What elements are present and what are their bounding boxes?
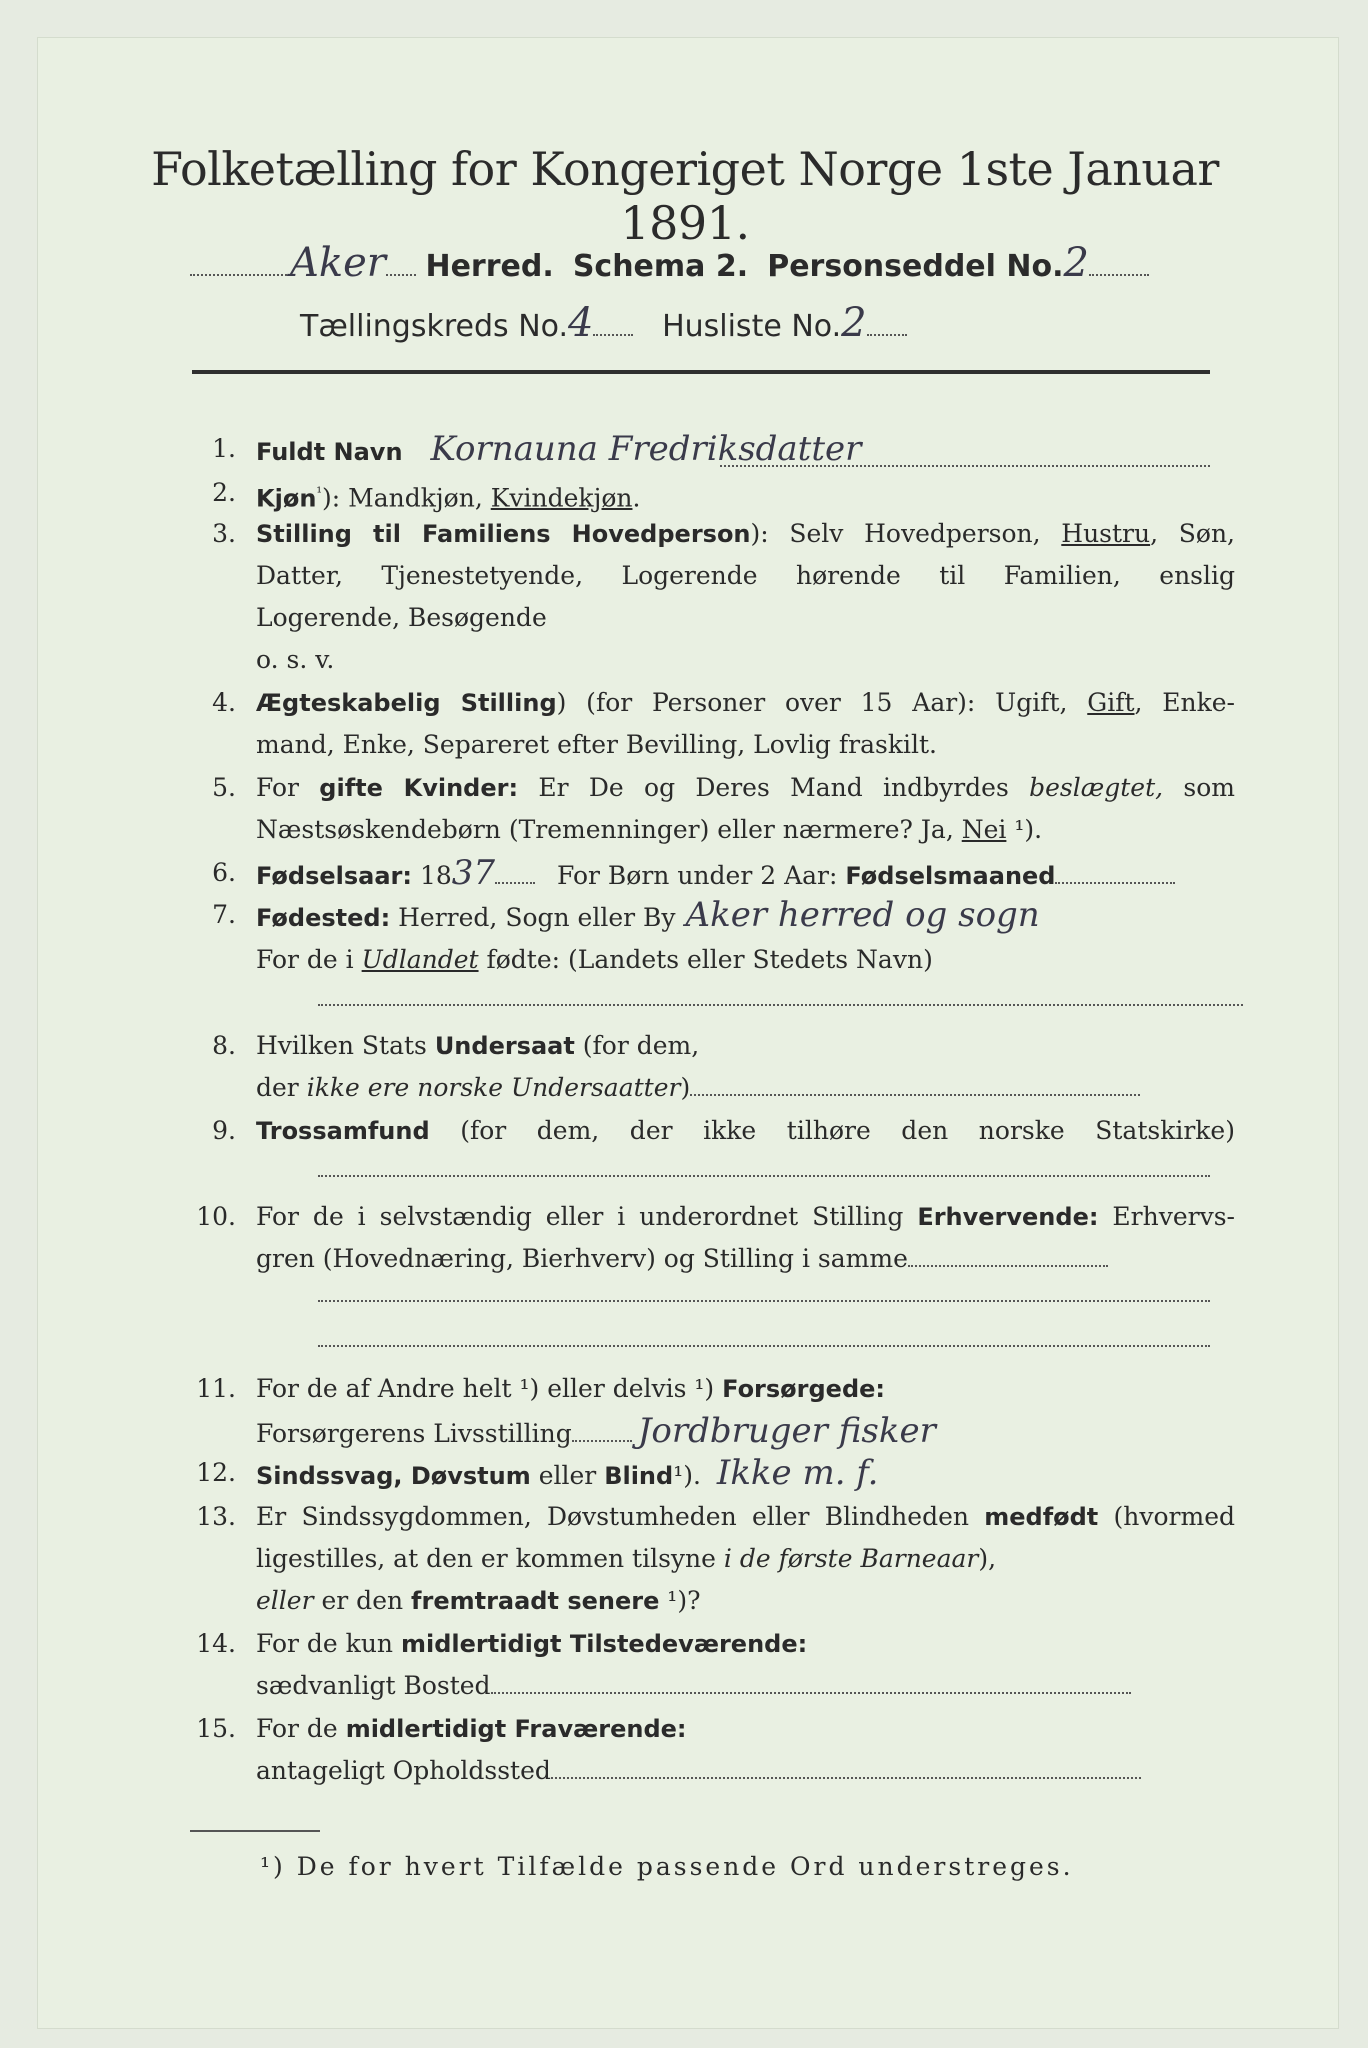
taellingskreds-label: Tællingskreds No. (300, 309, 568, 344)
herred-label: Herred. (425, 249, 554, 284)
personseddel-label: Personseddel No. (767, 249, 1064, 284)
form-title: Folketælling for Kongeriget Norge 1ste Januar 1891. (151, 142, 1219, 250)
footnote: ¹) De for hvert Tilfælde passende Ord understreges. (260, 1852, 1074, 1881)
taellingskreds-line (300, 300, 907, 346)
schema-label: Schema 2. (572, 249, 749, 284)
personseddel-no: 2 (1063, 240, 1089, 286)
husliste-no: 2 (841, 300, 867, 346)
kvindekjon-underlined: Kvindekjøn (490, 483, 633, 513)
birthplace-value: Aker herred og sogn (685, 895, 1040, 935)
taellingskreds-no: 4 (568, 300, 594, 346)
herred-line (190, 240, 1149, 286)
herred-value: Aker (290, 240, 386, 286)
provider-occupation-value: Jordbruger fisker (637, 1411, 936, 1451)
gift-underlined: Gift (1087, 688, 1135, 717)
full-name-label: Fuldt Navn (256, 438, 403, 466)
footnote-rule (190, 1830, 320, 1832)
header-rule (192, 370, 1210, 374)
birth-year-value: 37 (451, 853, 496, 893)
disability-value: Ikke m. f. (716, 1453, 879, 1493)
full-name-value: Kornauna Fredriksdatter (430, 429, 862, 469)
husliste-label: Husliste No. (662, 309, 842, 344)
nei-underlined: Nei (961, 815, 1007, 844)
hustru-underlined: Hustru (1061, 519, 1151, 548)
